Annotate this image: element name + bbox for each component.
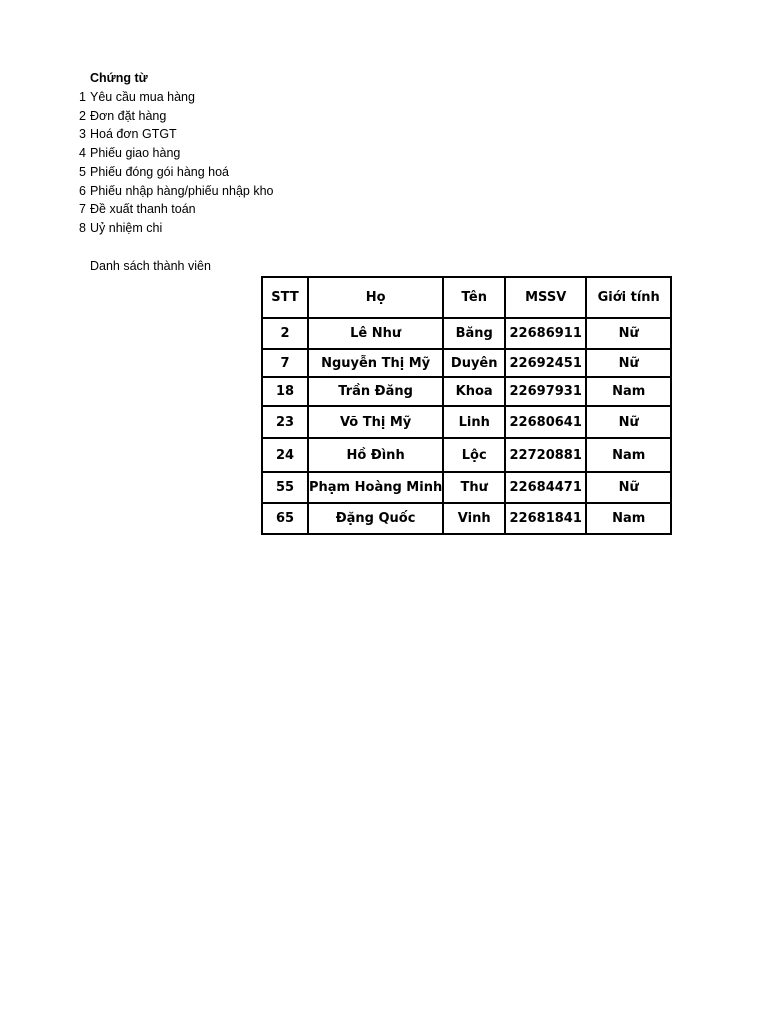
cell-mssv: 22686911 [505,318,586,349]
cell-ten: Lộc [443,438,505,472]
document-item-label: Yêu cầu mua hàng [90,90,195,104]
cell-gioi-tinh: Nữ [586,472,671,503]
member-list-title: Danh sách thành viên [90,259,211,273]
cell-stt: 2 [262,318,308,349]
table-row [262,406,671,438]
cell-ho: Võ Thị Mỹ [308,406,443,438]
cell-ho: Trần Đăng [308,377,443,406]
table-row [262,503,671,534]
cell-ten: Vinh [443,503,505,534]
cell-gioi-tinh: Nam [586,503,671,534]
document-item-number: 8 [79,221,86,235]
cell-stt: 55 [262,472,308,503]
document-item-number: 1 [79,90,86,104]
table-row [262,438,671,472]
cell-stt: 23 [262,406,308,438]
column-header-gioi-tinh: Giới tính [586,277,671,318]
table-header-row [262,277,671,318]
document-item-number: 4 [79,146,86,160]
cell-gioi-tinh: Nam [586,377,671,406]
cell-mssv: 22692451 [505,349,586,377]
column-header-ten: Tên [443,277,505,318]
cell-ten: Duyên [443,349,505,377]
document-item-label: Phiếu nhập hàng/phiếu nhập kho [90,184,274,198]
cell-ten: Linh [443,406,505,438]
cell-ten: Băng [443,318,505,349]
document-item-label: Phiếu giao hàng [90,146,181,160]
cell-stt: 24 [262,438,308,472]
column-header-mssv: MSSV [505,277,586,318]
cell-mssv: 22681841 [505,503,586,534]
cell-mssv: 22684471 [505,472,586,503]
document-item-label: Phiếu đóng gói hàng hoá [90,165,230,179]
cell-mssv: 22697931 [505,377,586,406]
table-row [262,472,671,503]
cell-ten: Khoa [443,377,505,406]
cell-ho: Đặng Quốc [308,503,443,534]
cell-mssv: 22720881 [505,438,586,472]
document-item-number: 7 [79,202,86,216]
cell-ho: Nguyễn Thị Mỹ [308,349,443,377]
document-item-label: Đề xuất thanh toán [90,202,196,216]
cell-stt: 18 [262,377,308,406]
table-row [262,318,671,349]
column-header-ho: Họ [308,277,443,318]
document-item-label: Uỷ nhiệm chi [90,221,163,235]
cell-gioi-tinh: Nam [586,438,671,472]
document-item-label: Hoá đơn GTGT [90,127,177,141]
cell-gioi-tinh: Nữ [586,349,671,377]
cell-stt: 65 [262,503,308,534]
table-row [262,377,671,406]
document-item-number: 3 [79,127,86,141]
cell-ho: Hồ Đình [308,438,443,472]
document-list-heading: Chứng từ [90,71,148,85]
member-table [261,276,672,535]
document-item-number: 5 [79,165,86,179]
cell-gioi-tinh: Nữ [586,406,671,438]
cell-ho: Lê Như [308,318,443,349]
table-row [262,349,671,377]
document-item-label: Đơn đặt hàng [90,109,167,123]
cell-mssv: 22680641 [505,406,586,438]
document-item-number: 6 [79,184,86,198]
cell-gioi-tinh: Nữ [586,318,671,349]
cell-ho: Phạm Hoàng Minh [308,472,443,503]
cell-ten: Thư [443,472,505,503]
document-item-number: 2 [79,109,86,123]
cell-stt: 7 [262,349,308,377]
column-header-stt: STT [262,277,308,318]
